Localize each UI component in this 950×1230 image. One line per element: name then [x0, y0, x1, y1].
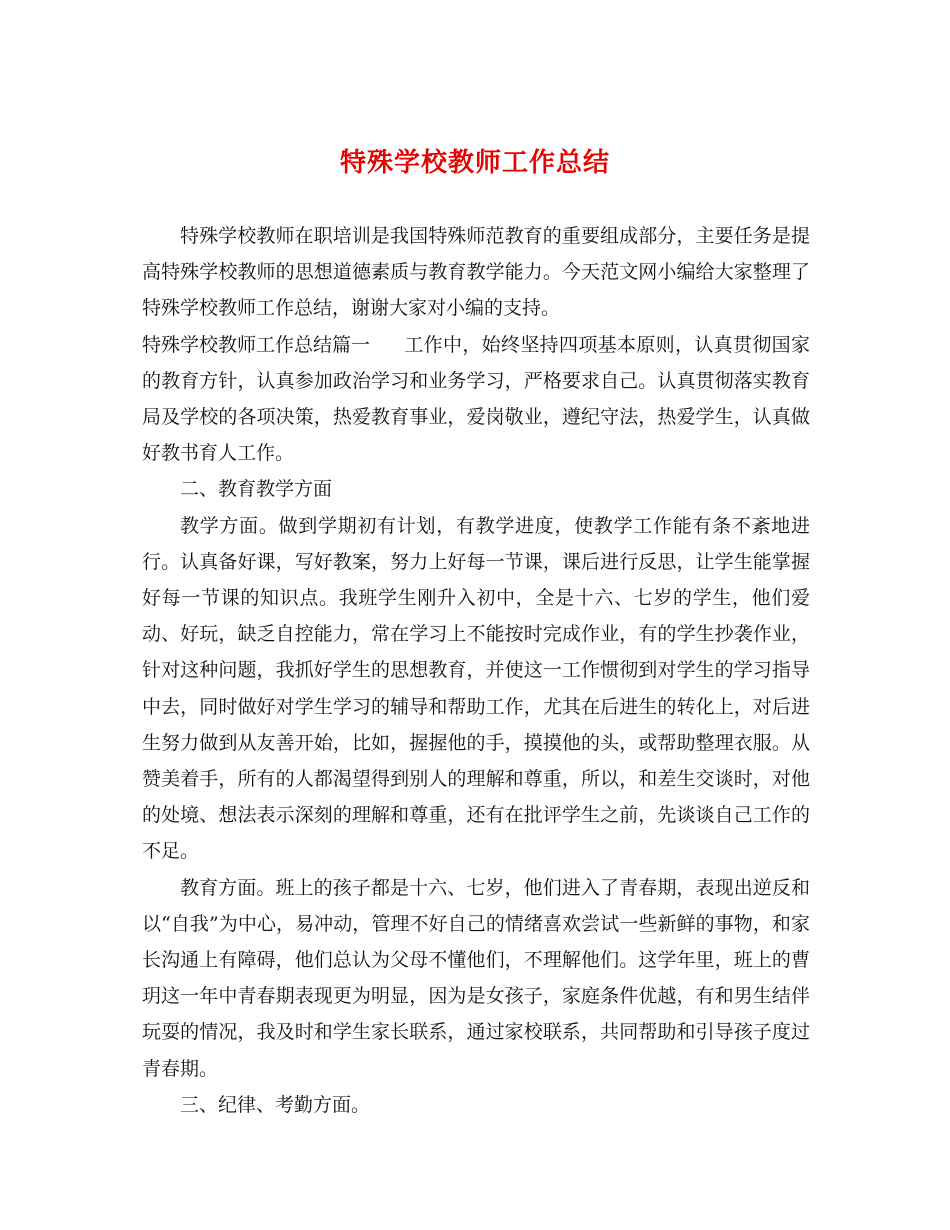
heading-discipline-attendance: 三、纪律、考勤方面。 — [180, 1093, 371, 1116]
document-title: 特殊学校教师工作总结 — [339, 148, 610, 178]
education-paragraph: 教育方面。班上的孩子都是十六、七岁，他们进入了青春期，表现出逆反和以“自我”为中心，易冲动，管理不好自己的情绪喜欢尝试一些新鲜的事物，和家长沟通上有障碍，他们总认为父母不懂他们，不理解他们。这学年里，班上的曹玥这一年中青春期表现更为明显，因为是女孩子，家庭条件优越，有和男生结伴玩耍的情况，我及时和学生家长联系，通过家校联系，共同帮助和引导孩子度过青春期。 — [142, 876, 810, 1080]
part1-label: 特殊学校教师工作总结篇一 — [142, 333, 371, 356]
document-body — [142, 218, 810, 1123]
heading-teaching-education: 二、教育教学方面 — [180, 478, 333, 501]
part1-paragraph — [142, 327, 810, 472]
part1-text: 工作中，始终坚持四项基本原则，认真贯彻国家的教育方针，认真参加政治学习和业务学习，严格要求自己。认真贯彻落实教育局及学校的各项决策，热爱教育事业，爱岗敬业，遵纪守法，热爱学生，认真做好教书育人工作。 — [142, 333, 810, 465]
intro-paragraph: 特殊学校教师在职培训是我国特殊师范教育的重要组成部分，主要任务是提高特殊学校教师的思想道德素质与教育教学能力。今天范文网小编给大家整理了特殊学校教师工作总结，谢谢大家对小编的支持。 — [142, 225, 810, 320]
teaching-paragraph: 教学方面。做到学期初有计划，有教学进度，使教学工作能有条不紊地进行。认真备好课，写好教案，努力上好每一节课，课后进行反思，让学生能掌握好每一节课的知识点。我班学生刚升入初中，全是十六、七岁的学生，他们爱动、好玩，缺乏自控能力，常在学习上不能按时完成作业，有的学生抄袭作业，针对这种问题，我抓好学生的思想教育，并使这一工作惯彻到对学生的学习指导中去，同时做好对学生学习的辅导和帮助工作，尤其在后进生的转化上，对后进生努力做到从友善开始，比如，握握他的手，摸摸他的头，或帮助整理衣服。从赞美着手，所有的人都渴望得到别人的理解和尊重，所以，和差生交谈时，对他的处境、想法表示深刻的理解和尊重，还有在批评学生之前，先谈谈自己工作的不足。 — [142, 514, 810, 863]
